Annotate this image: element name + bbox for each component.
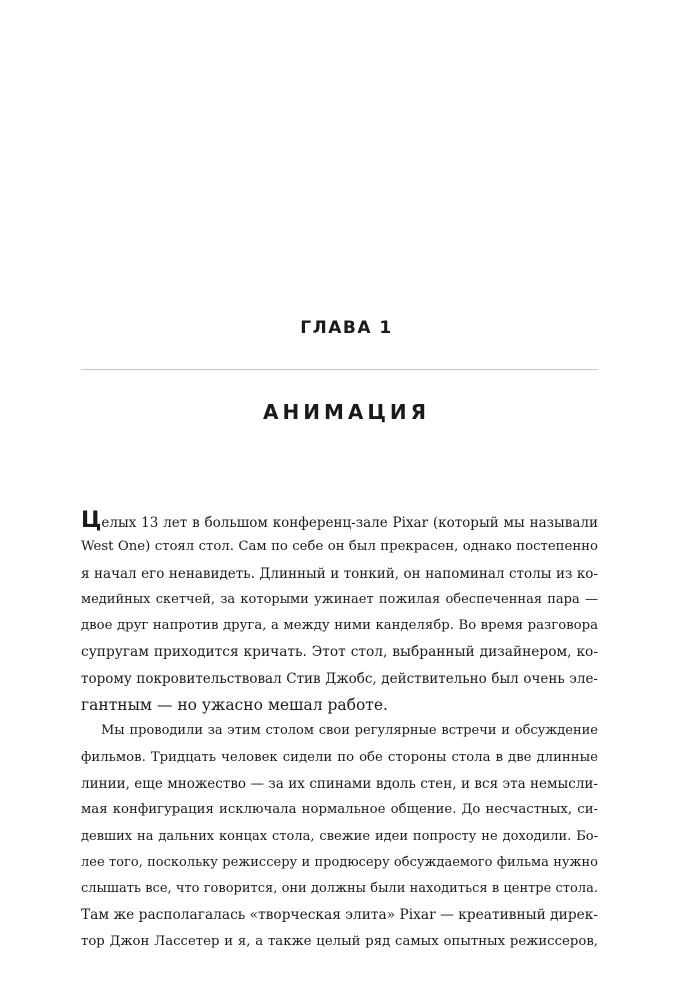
chapter-title: АНИМАЦИЯ bbox=[262, 400, 431, 424]
text-line: лее того, поскольку режиссеру и продюсеру обсуждаемого фильма нужно bbox=[81, 854, 598, 870]
text-line: слышать все, что говорится, они должны были находиться в центре стола. bbox=[81, 881, 598, 897]
text-line: Мы проводили за этим столом свои регулярные встречи и обсуждение bbox=[101, 723, 598, 739]
text-line: мая конфигурация исключала нормальное общение. До несчастных, си- bbox=[81, 802, 598, 818]
text-line: гантным — но ужасно мешал работе. bbox=[81, 696, 388, 715]
text-line: девших на дальних концах стола, свежие идеи попросту не доходили. Бо- bbox=[81, 828, 598, 844]
text-line: Там же располагалась «творческая элита» Pixar — креативный дирек- bbox=[81, 907, 598, 924]
chapter-label: ГЛАВА 1 bbox=[300, 318, 393, 338]
body-text bbox=[81, 508, 598, 955]
text-line: медийных скетчей, за которыми ужинает пожилая обеспеченная пара — bbox=[81, 591, 598, 607]
drop-cap: Ц bbox=[81, 508, 102, 533]
text-line bbox=[81, 508, 598, 534]
divider bbox=[81, 369, 598, 370]
text-line-rest: елых 13 лет в большом конференц-зале Pixar (который мы называли bbox=[101, 515, 598, 531]
text-line: супругам приходится кричать. Этот стол, выбранный дизайнером, ко- bbox=[81, 644, 598, 661]
text-line: я начал его ненавидеть. Длинный и тонкий, он напоминал столы из ко- bbox=[81, 565, 598, 582]
text-line: линии, еще множество — за их спинами вдоль стен, и вся эта немысли- bbox=[81, 775, 598, 792]
text-line: торому покровительствовал Стив Джобс, действительно был очень эле- bbox=[81, 670, 598, 687]
text-line: West One) стоял стол. Сам по себе он был прекрасен, однако постепенно bbox=[81, 539, 598, 555]
text-line: тор Джон Лассетер и я, а также целый ряд самых опытных режиссеров, bbox=[81, 933, 598, 949]
text-line: двое друг напротив друга, а между ними канделябр. Во время разговора bbox=[81, 618, 598, 634]
text-line: фильмов. Тридцать человек сидели по обе стороны стола в две длинные bbox=[81, 749, 598, 765]
